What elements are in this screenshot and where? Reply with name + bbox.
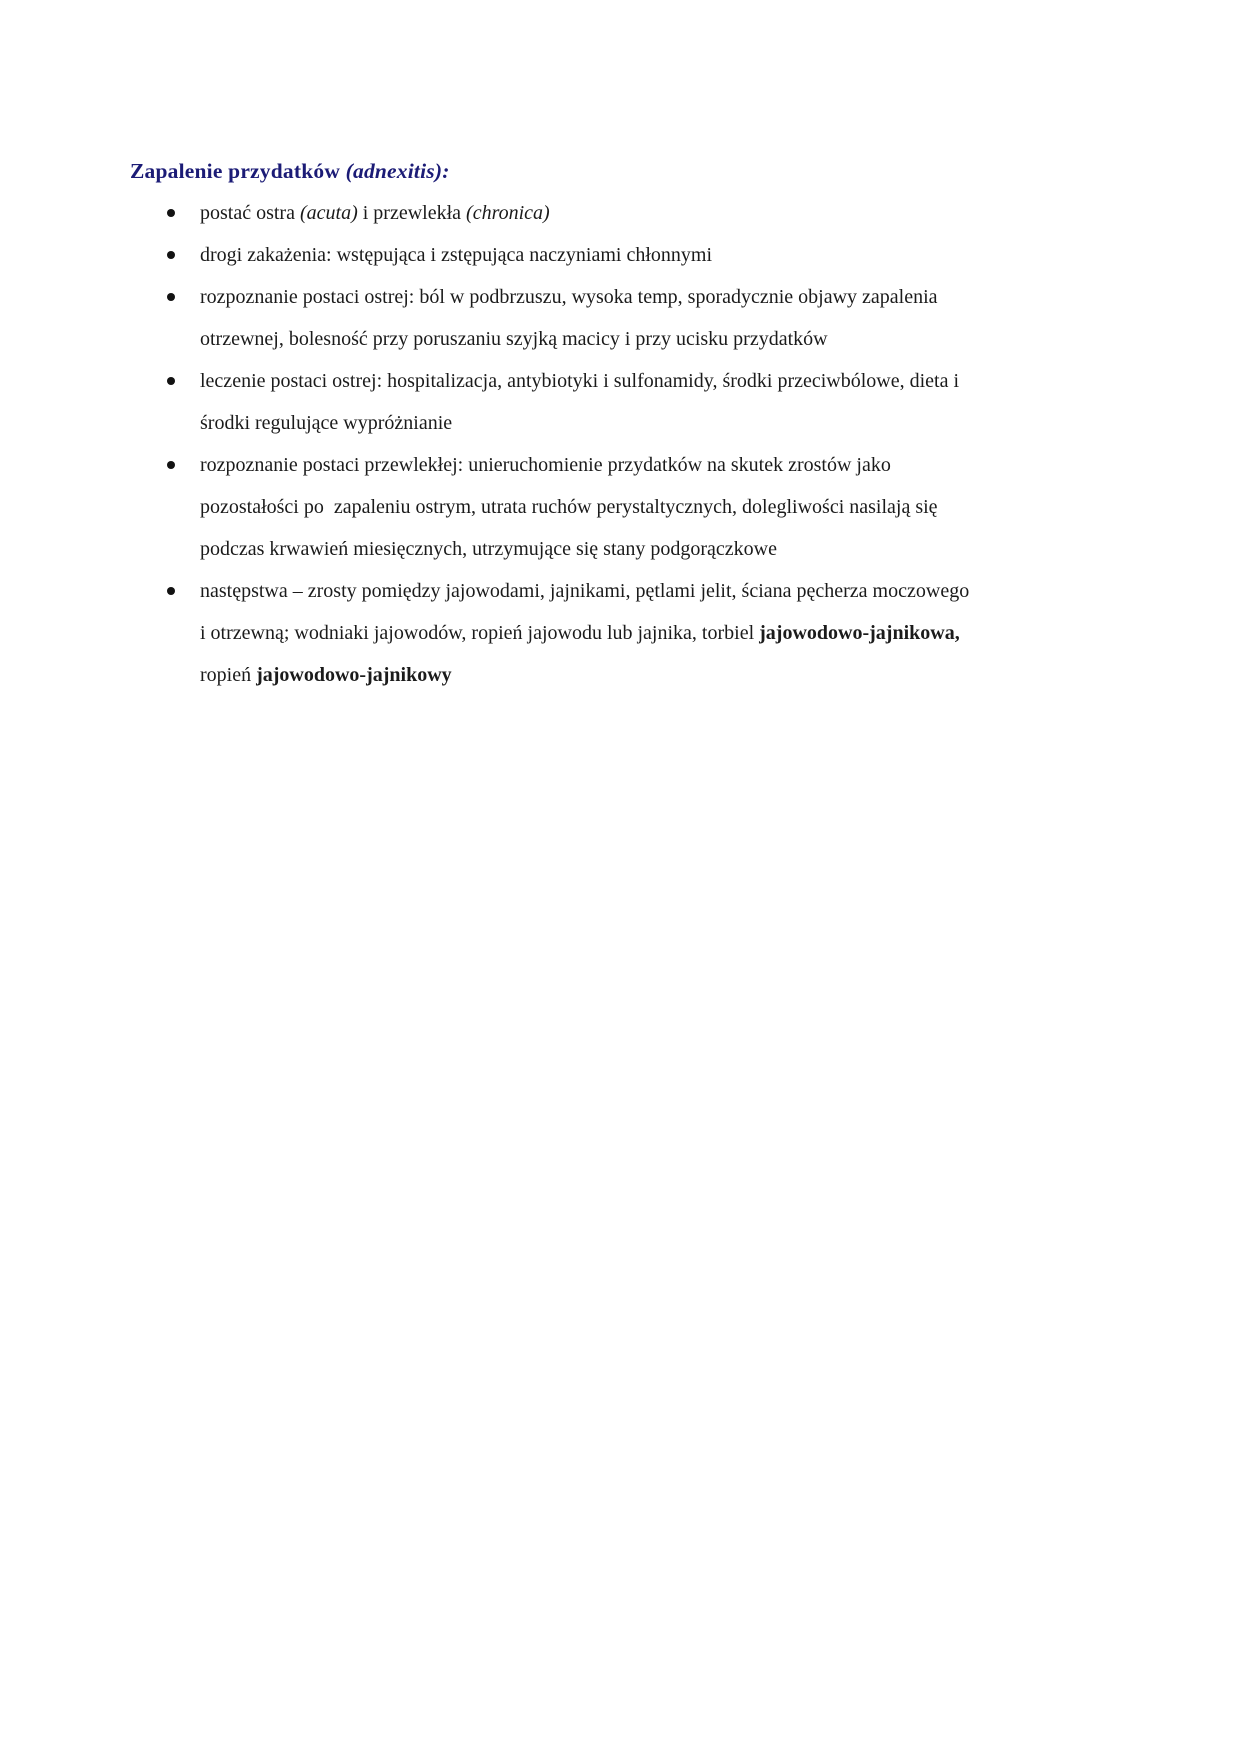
list-item [130, 192, 978, 234]
list-item [130, 234, 978, 276]
text-run: (chronica) [466, 202, 550, 224]
page-title [130, 150, 1240, 192]
text-run: rozpoznanie postaci przewlekłej: unieruchomienie przydatków na skutek zrostów jako pozostałości po zapaleniu ostrym, utrata ruchów perystaltycznych, dolegliwości nasilają się podczas krwawień miesięcznych, utrzymujące się stany podgorączkowe [200, 454, 943, 560]
text-run: rozpoznanie postaci ostrej: ból w podbrzuszu, wysoka temp, sporadycznie objawy zapalenia otrzewnej, bolesność przy poruszaniu szyjką macicy i przy ucisku przydatków [200, 286, 943, 350]
text-run: postać ostra [200, 202, 300, 224]
bullet-icon [167, 251, 175, 259]
text-run: Zapalenie przydatków [130, 159, 346, 183]
list-item [130, 360, 978, 444]
text-run: jajowodowo-jajnikowa, [759, 622, 960, 644]
text-run: i przewlekła [357, 202, 467, 224]
bullet-icon [167, 587, 175, 595]
bullet-icon [167, 461, 175, 469]
bullet-icon [167, 377, 175, 385]
text-run: (adnexitis): [345, 159, 450, 183]
text-run: ropień [200, 622, 965, 686]
text-run: drogi zakażenia: wstępująca i zstępująca naczyniami chłonnymi [200, 244, 713, 266]
list-item [130, 570, 978, 696]
bullet-list [130, 192, 978, 696]
text-run: (acuta) [299, 202, 358, 224]
text-run: jajowodowo-jajnikowy [256, 664, 452, 686]
list-item [130, 276, 978, 360]
list-item [130, 444, 978, 570]
bullet-icon [167, 209, 175, 217]
bullet-icon [167, 293, 175, 301]
text-run: następstwa – zrosty pomiędzy jajowodami, jajnikami, pętlami jelit, ściana pęcherza moczowego i otrzewną; wodniaki jajowodów, ropień jajowodu lub jajnika, torbiel [200, 580, 975, 644]
text-run: leczenie postaci ostrej: hospitalizacja, antybiotyki i sulfonamidy, środki przeciwbólowe, dieta i środki regulujące wypróżnianie [200, 370, 965, 434]
